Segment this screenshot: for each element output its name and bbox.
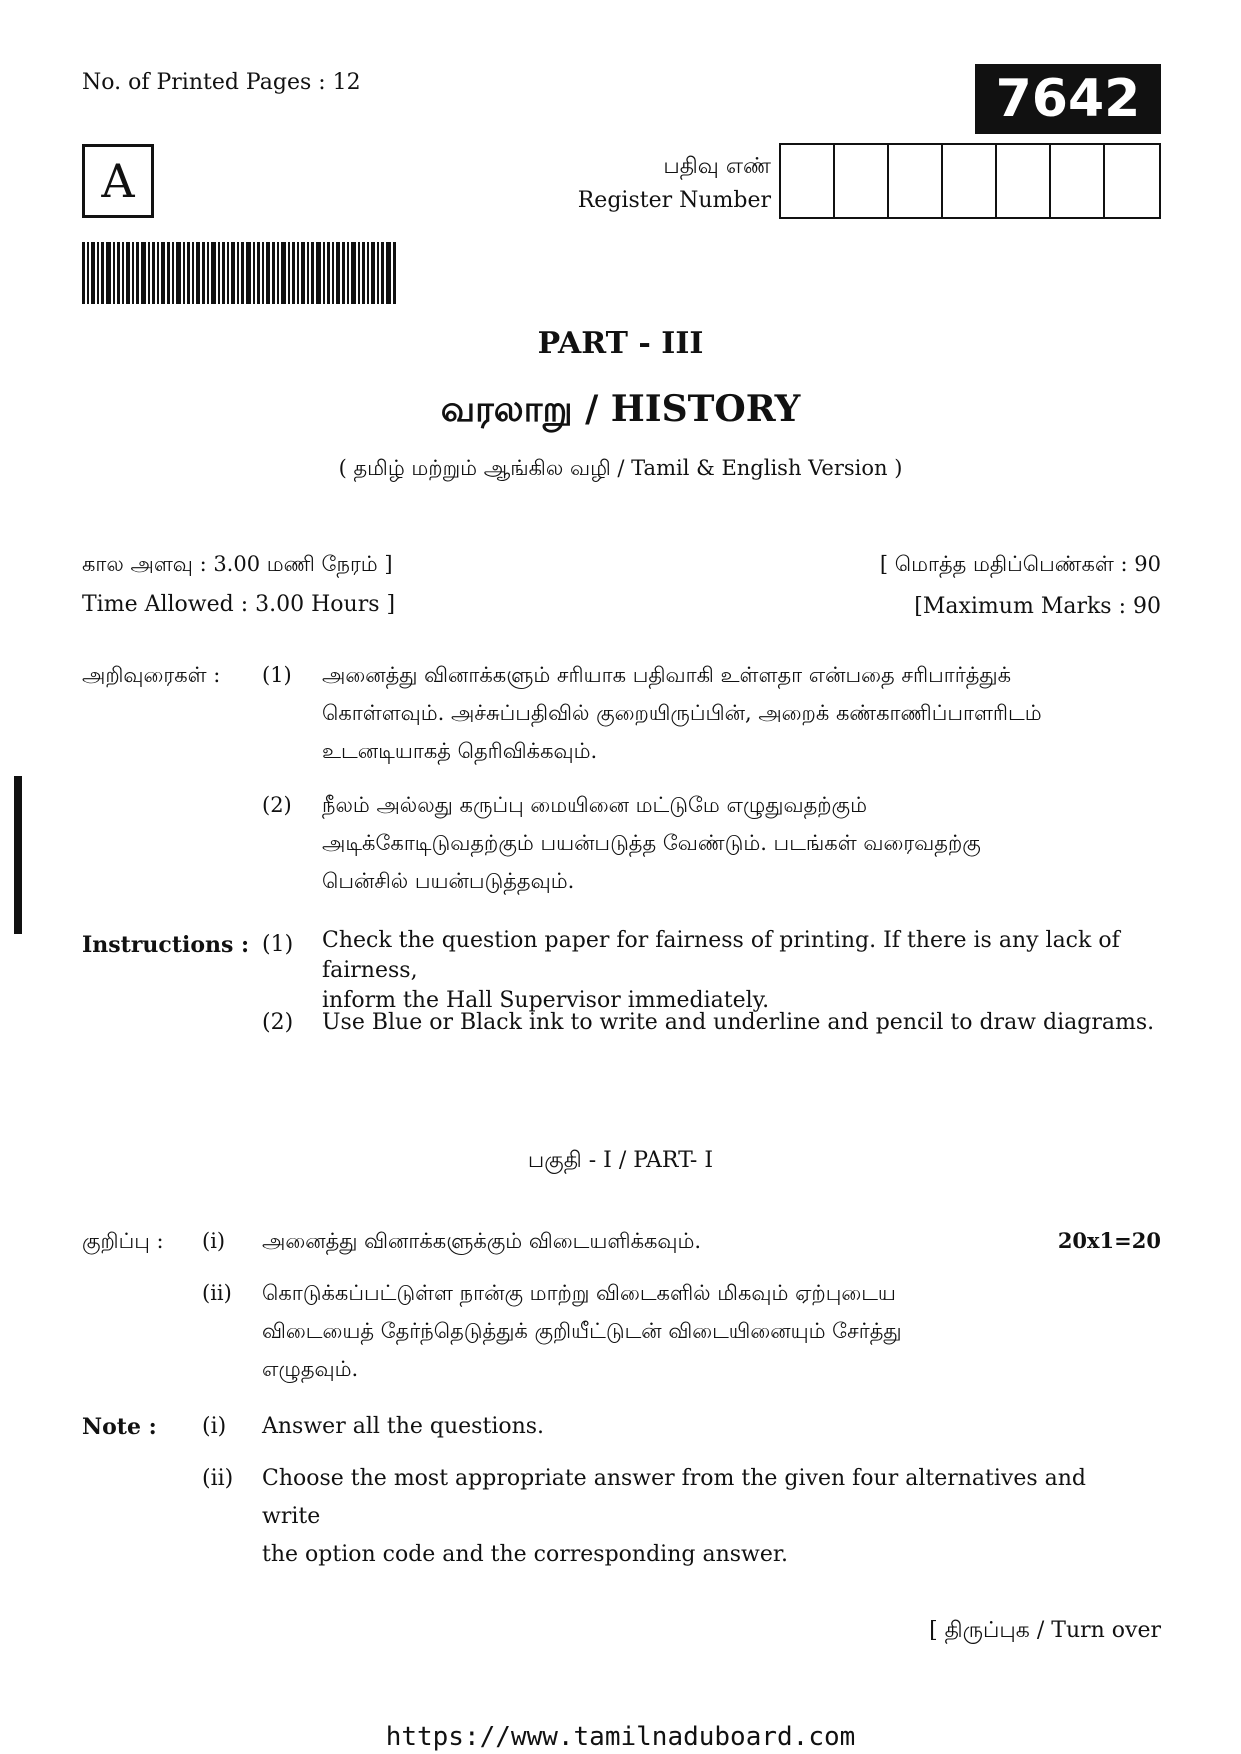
register-digit-box[interactable] bbox=[1105, 145, 1159, 217]
register-label-en: Register Number bbox=[577, 188, 771, 213]
note-line: எழுதவும். bbox=[262, 1357, 359, 1381]
note-en-label: Note : bbox=[82, 1414, 157, 1440]
margin-mark bbox=[14, 776, 22, 934]
register-label-ta: பதிவு எண் bbox=[663, 154, 771, 179]
note-ta-text bbox=[262, 1274, 1122, 1388]
note-line: விடையைத் தேர்ந்தெடுத்துக் குறியீட்டுடன் விடையினையும் சேர்த்து bbox=[262, 1319, 902, 1343]
barcode bbox=[82, 242, 398, 304]
time-allowed-en: Time Allowed : 3.00 Hours ] bbox=[82, 592, 396, 617]
time-allowed-ta: கால அளவு : 3.00 மணி நேரம் ] bbox=[82, 552, 393, 576]
register-number-boxes[interactable] bbox=[779, 143, 1161, 219]
note-ta-num: (i) bbox=[202, 1229, 226, 1253]
instruction-en-text bbox=[322, 1004, 1164, 1042]
instruction-en-num: (2) bbox=[262, 1010, 294, 1035]
paper-code-badge: 7642 bbox=[975, 64, 1161, 134]
register-digit-box[interactable] bbox=[889, 145, 943, 217]
subject-title: வரலாறு / HISTORY bbox=[440, 388, 801, 430]
register-digit-box[interactable] bbox=[943, 145, 997, 217]
note-ta-text: அனைத்து வினாக்களுக்கும் விடையளிக்கவும். bbox=[262, 1229, 702, 1253]
register-digit-box[interactable] bbox=[835, 145, 889, 217]
instruction-line: உடனடியாகத் தெரிவிக்கவும். bbox=[322, 739, 598, 763]
note-en-num: (i) bbox=[202, 1414, 227, 1439]
instruction-line: நீலம் அல்லது கருப்பு மையினை மட்டுமே எழுதுவதற்கும் bbox=[322, 793, 867, 817]
instruction-ta-num: (1) bbox=[262, 663, 292, 687]
register-number-label bbox=[578, 150, 771, 218]
instruction-ta-text bbox=[322, 656, 1164, 770]
register-digit-box[interactable] bbox=[781, 145, 835, 217]
instruction-en-text bbox=[322, 926, 1164, 1016]
instruction-line: கொள்ளவும். அச்சுப்பதிவில் குறையிருப்பின், அறைக் கண்காணிப்பாளரிடம் bbox=[322, 701, 1042, 725]
max-marks-en: [Maximum Marks : 90 bbox=[914, 594, 1161, 619]
source-url[interactable]: https://www.tamilnaduboard.com bbox=[385, 1722, 856, 1752]
printed-pages: No. of Printed Pages : 12 bbox=[82, 70, 361, 95]
note-ta-label: குறிப்பு : bbox=[82, 1229, 164, 1253]
instruction-line: பென்சில் பயன்படுத்தவும். bbox=[322, 869, 575, 893]
instruction-ta-num: (2) bbox=[262, 793, 292, 817]
note-en-text: Answer all the questions. bbox=[262, 1414, 545, 1439]
instruction-line: Use Blue or Black ink to write and underline and pencil to draw diagrams. bbox=[322, 1010, 1155, 1035]
marks-allocation: 20x1=20 bbox=[1057, 1228, 1161, 1253]
max-marks-ta: [ மொத்த மதிப்பெண்கள் : 90 bbox=[879, 552, 1161, 576]
instruction-en-num: (1) bbox=[262, 932, 294, 957]
instruction-line: inform the Hall Supervisor immediately. bbox=[322, 988, 770, 1013]
turn-over: [ திருப்புக / Turn over bbox=[929, 1618, 1161, 1643]
part-title: PART - III bbox=[537, 326, 704, 361]
note-line: Choose the most appropriate answer from the given four alternatives and write bbox=[262, 1466, 1087, 1529]
note-line: the option code and the corresponding answer. bbox=[262, 1542, 788, 1567]
note-en-num: (ii) bbox=[202, 1466, 234, 1491]
instruction-ta-text bbox=[322, 786, 1164, 900]
series-box: A bbox=[82, 144, 154, 218]
note-ta-num: (ii) bbox=[202, 1281, 232, 1305]
instructions-en-label: Instructions : bbox=[82, 932, 250, 958]
register-digit-box[interactable] bbox=[1051, 145, 1105, 217]
instruction-line: அனைத்து வினாக்களும் சரியாக பதிவாகி உள்ளதா என்பதை சரிபார்த்துக் bbox=[322, 663, 1012, 687]
note-en-text bbox=[262, 1460, 1122, 1574]
instruction-line: அடிக்கோடிடுவதற்கும் பயன்படுத்த வேண்டும். படங்கள் வரைவதற்கு bbox=[322, 831, 981, 855]
instructions-ta-label: அறிவுரைகள் : bbox=[82, 663, 221, 687]
version-line: ( தமிழ் மற்றும் ஆங்கில வழி / Tamil & English Version ) bbox=[338, 456, 903, 480]
note-line: கொடுக்கப்பட்டுள்ள நான்கு மாற்று விடைகளில் மிகவும் ஏற்புடைய bbox=[262, 1281, 896, 1305]
part1-heading: பகுதி - I / PART- I bbox=[527, 1148, 714, 1173]
register-digit-box[interactable] bbox=[997, 145, 1051, 217]
instruction-line: Check the question paper for fairness of printing. If there is any lack of fairness, bbox=[322, 928, 1120, 983]
